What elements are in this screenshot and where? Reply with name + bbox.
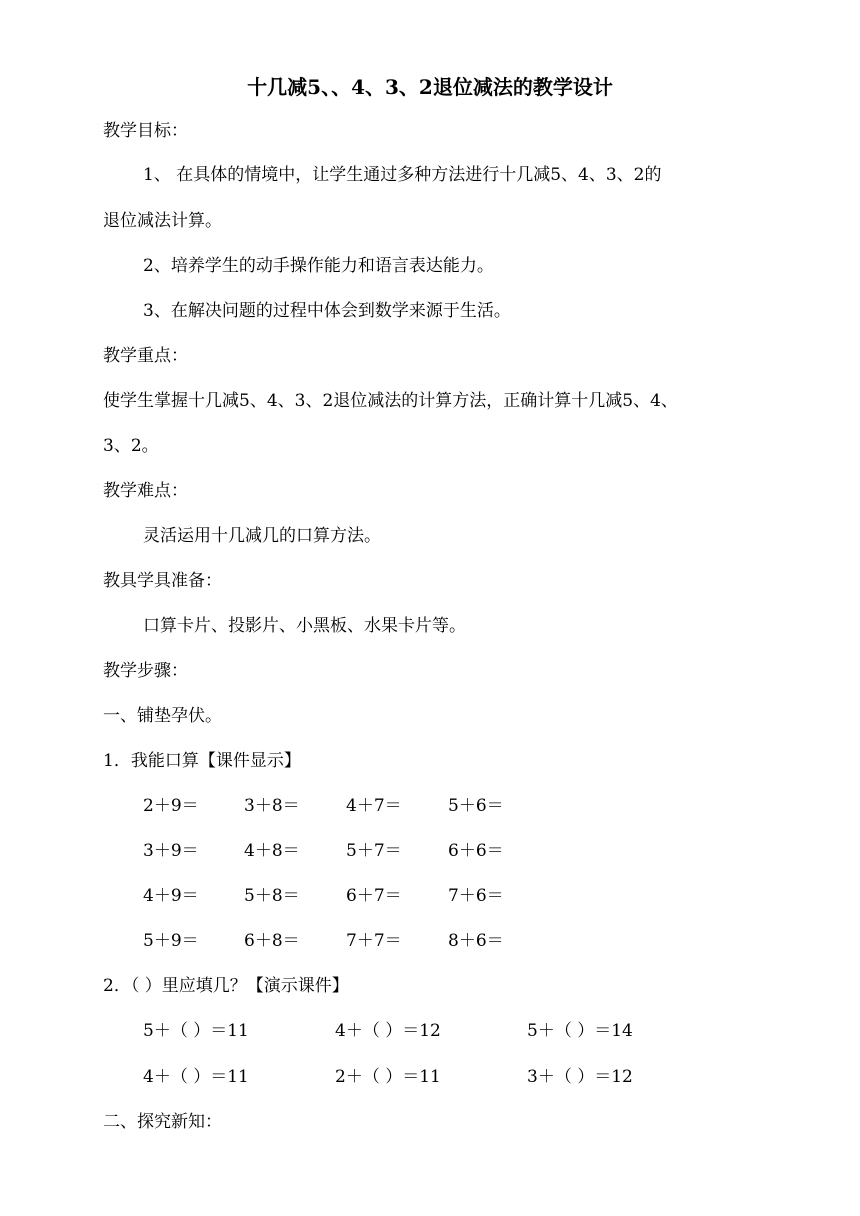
exercise-1-item: 6＋7＝ [346,886,402,906]
key-points-heading: 教学重点： [103,346,188,366]
exercise-1-item: 4＋9＝ [143,886,199,906]
exercise-1-item: 7＋6＝ [448,886,504,906]
exercise-1-item: 5＋9＝ [143,931,199,951]
exercise-1-item: 4＋7＝ [346,796,402,816]
exercise-2-item: 4＋（ ）＝11 [143,1067,249,1087]
difficulty-heading: 教学难点： [103,481,188,501]
exercise-1-item: 6＋8＝ [244,931,300,951]
objective-2: 2、培养学生的动手操作能力和语言表达能力。 [143,256,494,276]
exercise-1-item: 5＋7＝ [346,841,402,861]
exercise-1-item: 3＋8＝ [244,796,300,816]
exercise-1-item: 3＋9＝ [143,841,199,861]
key-points-line1: 使学生掌握十几减5、4、3、2退位减法的计算方法，正确计算十几减5、4、 [103,391,678,411]
tools-heading: 教具学具准备： [103,571,222,591]
objective-1-line1: 1、 在具体的情境中，让学生通过多种方法进行十几减5、4、3、2的 [143,165,662,185]
difficulty-text: 灵活运用十几减几的口算方法。 [143,526,381,546]
tools-text: 口算卡片、投影片、小黑板、水果卡片等。 [143,616,466,636]
objective-1-line2: 退位减法计算。 [103,211,222,231]
exercise-2-heading: 2．（ ）里应填几？【演示课件】 [103,976,349,996]
exercise-1-item: 2＋9＝ [143,796,199,816]
exercise-2-item: 3＋（ ）＝12 [527,1067,633,1087]
exercise-1-item: 5＋8＝ [244,886,300,906]
exercise-2-item: 4＋（ ）＝12 [335,1021,441,1041]
section-2-heading: 二、探究新知： [103,1112,222,1132]
exercise-2-item: 2＋（ ）＝11 [335,1067,441,1087]
exercise-1-item: 4＋8＝ [244,841,300,861]
steps-heading: 教学步骤： [103,661,188,681]
exercise-2-item: 5＋（ ）＝14 [527,1021,633,1041]
key-points-line2: 3、2。 [103,436,159,456]
exercise-1-item: 8＋6＝ [448,931,504,951]
objective-3: 3、在解决问题的过程中体会到数学来源于生活。 [143,301,511,321]
exercise-1-item: 7＋7＝ [346,931,402,951]
exercise-2-item: 5＋（ ）＝11 [143,1021,249,1041]
section-1-heading: 一、铺垫孕伏。 [103,706,222,726]
exercise-1-item: 5＋6＝ [448,796,504,816]
exercise-1-item: 6＋6＝ [448,841,504,861]
document-title: 十几减5、、4、3、2退位减法的教学设计 [247,75,613,99]
objectives-heading: 教学目标： [103,121,188,141]
exercise-1-heading: 1．我能口算【课件显示】 [103,751,301,771]
